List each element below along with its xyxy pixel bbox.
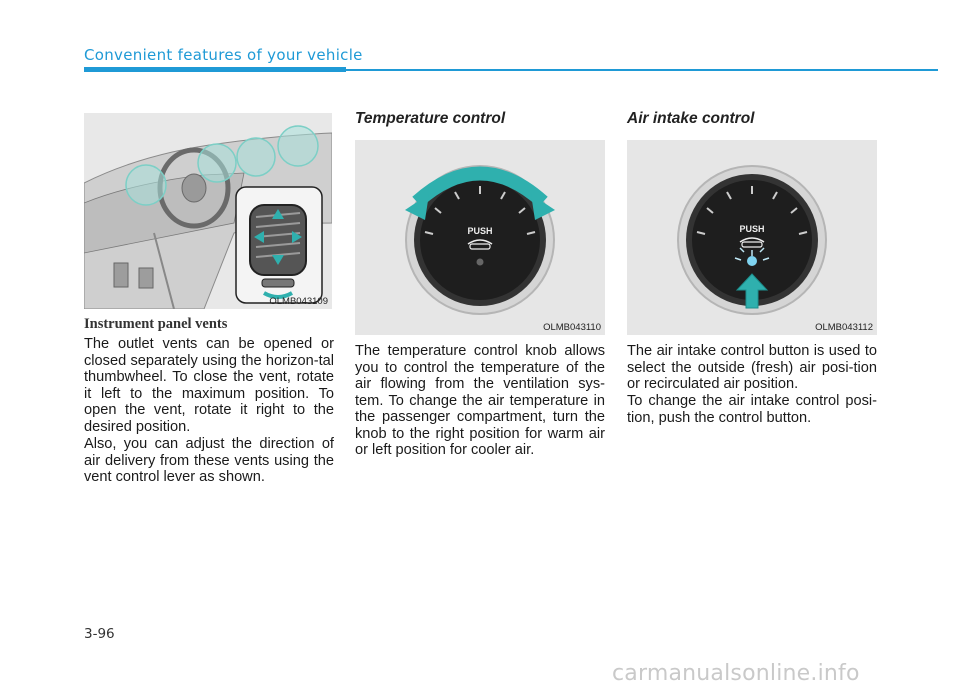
temperature-figure — [355, 140, 605, 335]
temperature-knob-illustration — [355, 140, 605, 335]
push-label: PUSH — [467, 226, 493, 236]
indicator-light — [747, 256, 757, 266]
air-intake-heading: Air intake control — [627, 110, 755, 127]
section-header-title: Convenient features of your vehicle — [84, 46, 363, 64]
watermark: carmanualsonline.info — [612, 661, 860, 686]
air-intake-knob-illustration — [627, 140, 877, 335]
vents-subheading: Instrument panel vents — [84, 316, 228, 332]
temperature-paragraph: The temperature control knob allows you to control the temperature of the air flowing from the ventilation sys-tem. To change the air temperature in the passenger compartment, turn the knob to the right position for warm air or left position for cooler air. — [355, 343, 605, 458]
air-intake-paragraph-1: The air intake control button is used to select the outside (fresh) air posi-tion or recirculated air position. — [627, 343, 877, 392]
page-number: 3-96 — [84, 626, 115, 642]
figure-code: OLMB043110 — [543, 322, 601, 333]
vents-paragraph-1: The outlet vents can be opened or closed separately using the horizon-tal thumbwheel. To close the vent, rotate it left to the maximum position. To open the vent, rotate it right to the desired position. — [84, 336, 334, 435]
air-intake-figure — [627, 140, 877, 335]
temperature-heading: Temperature control — [355, 110, 506, 127]
air-intake-paragraph-2: To change the air intake control posi-tion, push the control button. — [627, 393, 877, 426]
figure-code: OLMB043112 — [815, 322, 873, 333]
header-rule-thick — [84, 67, 346, 72]
figure-code: OLMB043109 — [269, 296, 328, 307]
header-rule-thin — [346, 69, 938, 71]
push-label: PUSH — [739, 224, 765, 234]
vents-paragraph-2: Also, you can adjust the direction of air delivery from these vents using the vent control lever as shown. — [84, 436, 334, 485]
vents-figure — [84, 113, 332, 309]
dashboard-illustration — [84, 113, 332, 309]
